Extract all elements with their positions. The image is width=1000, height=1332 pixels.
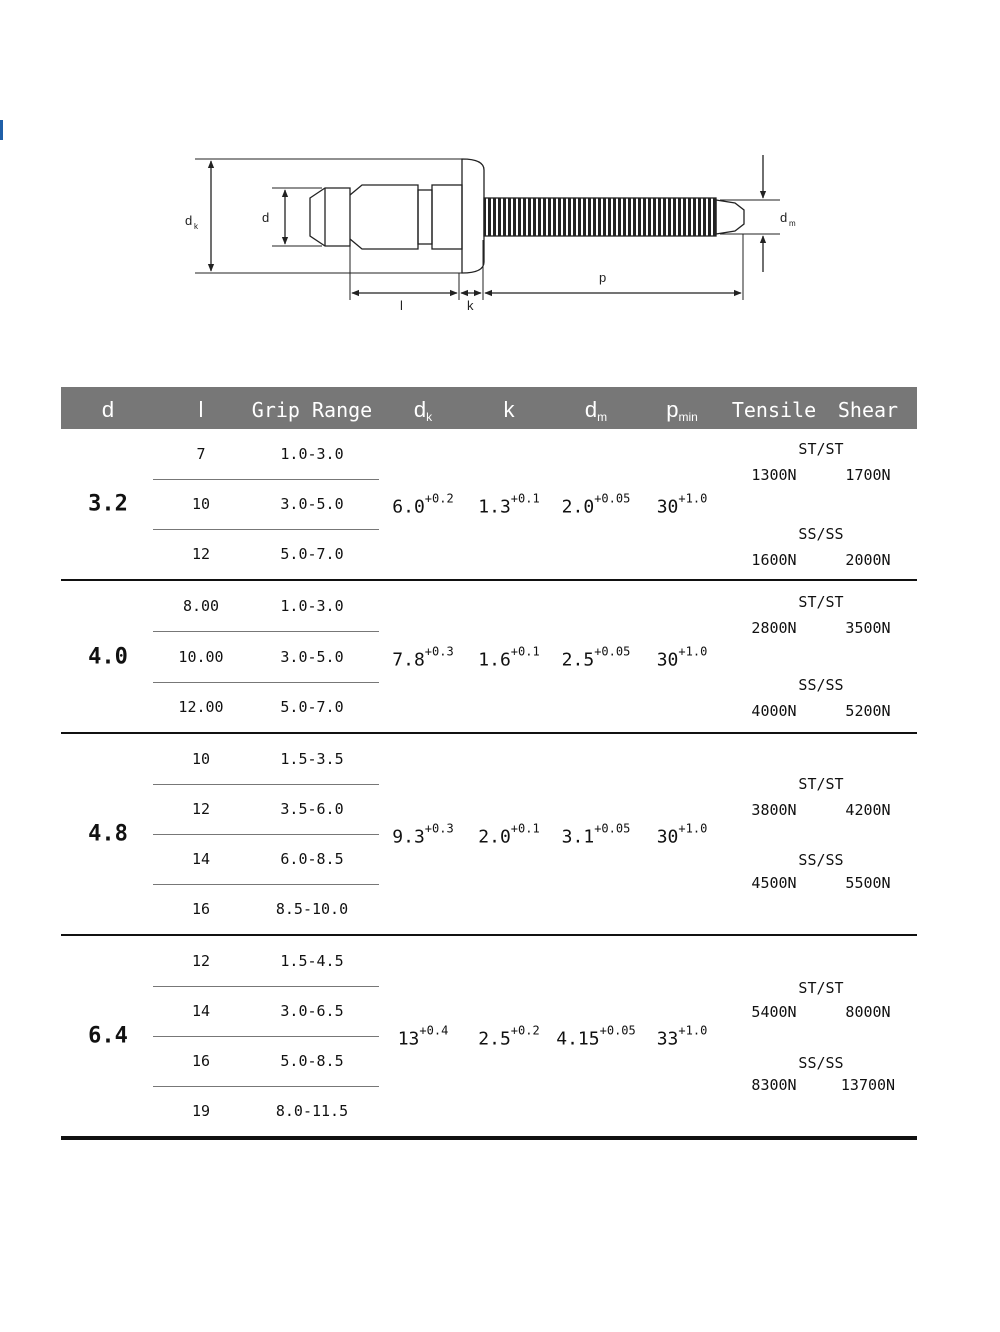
dm-tolerance: +0.05 [594, 821, 631, 836]
dm-value [556, 1023, 636, 1050]
l-value: 10.00 [178, 647, 224, 666]
p-label: p [599, 270, 607, 285]
header-dk: $d_k$ [413, 397, 433, 424]
row-divider [153, 631, 379, 632]
grip-range-value: 5.0-8.5 [280, 1052, 344, 1070]
l-value: 14 [191, 850, 211, 868]
dm-tolerance: +0.05 [599, 1023, 636, 1038]
dk-value [392, 821, 454, 848]
pmin-base: 30 [656, 649, 679, 670]
l-value: 16 [191, 900, 211, 918]
pmin-base: 33 [656, 1028, 679, 1050]
l-value: 14 [191, 1002, 211, 1020]
st-tensile-value: 3800N [751, 801, 797, 819]
st-st-label: ST/ST [798, 593, 844, 611]
header-tensile: Tensile [731, 398, 817, 422]
l-value: 12 [191, 952, 211, 970]
pmin-value [656, 1023, 708, 1050]
grip-range-value: 3.0-5.0 [280, 495, 344, 513]
l-label: l [400, 298, 403, 313]
header-l: l [198, 397, 204, 422]
table-header [61, 387, 917, 429]
grip-range-value: 1.0-3.0 [280, 597, 344, 616]
grip-range-value: 5.0-7.0 [280, 697, 344, 716]
row-divider [153, 682, 379, 683]
table-group [61, 936, 917, 1140]
k-tolerance: +0.1 [510, 491, 540, 506]
k-base: 1.3 [478, 496, 511, 518]
l-value: 16 [191, 1052, 211, 1070]
grip-range-value: 8.5-10.0 [275, 900, 349, 918]
dk-tolerance: +0.3 [424, 821, 454, 836]
grip-range-value: 3.0-6.5 [280, 1002, 344, 1020]
rivet-diagram [0, 0, 1000, 340]
st-shear-value: 4200N [845, 801, 891, 819]
k-tolerance: +0.1 [510, 821, 540, 836]
header-dm: $d_m$ [584, 397, 608, 424]
grip-range-value: 8.0-11.5 [275, 1102, 349, 1120]
ss-tensile-value: 4000N [751, 702, 797, 720]
dm-tolerance: +0.05 [594, 644, 631, 658]
l-value: 10 [191, 750, 211, 768]
dk-base: 13 [397, 1028, 420, 1050]
st-shear-value: 8000N [845, 1003, 891, 1021]
pmin-base: 30 [656, 496, 679, 518]
table-body [61, 429, 917, 1140]
dm-value [561, 821, 631, 848]
st-tensile-value: 1300N [751, 466, 797, 484]
d-value: 4.8 [88, 821, 128, 847]
dm-value [561, 491, 631, 518]
pmin-base: 30 [656, 826, 679, 848]
l-value: 8.00 [182, 597, 220, 616]
table-group [61, 734, 917, 936]
grip-range-value: 1.5-3.5 [280, 750, 344, 768]
dk-base: 9.3 [392, 826, 425, 848]
row-divider [153, 986, 379, 987]
l-value: 12 [191, 545, 211, 563]
k-tolerance: +0.1 [510, 644, 540, 658]
ss-ss-label: SS/SS [798, 676, 844, 694]
row-divider [153, 1036, 379, 1037]
dk-base: 7.8 [392, 649, 425, 670]
dm-base: 3.1 [561, 826, 595, 848]
st-tensile-value: 2800N [751, 619, 797, 637]
ss-shear-value: 5500N [845, 874, 891, 892]
l-value: 12 [191, 800, 211, 818]
d-value: 4.0 [88, 644, 128, 669]
k-value [478, 644, 540, 670]
ss-tensile-value: 4500N [751, 874, 797, 892]
st-shear-value: 1700N [845, 466, 891, 484]
pmin-tolerance: +1.0 [678, 644, 708, 658]
ss-ss-label: SS/SS [798, 1054, 844, 1072]
grip-range-value: 6.0-8.5 [280, 850, 344, 868]
l-value: 10 [191, 495, 211, 513]
row-divider [153, 479, 379, 480]
ss-shear-value: 2000N [845, 551, 891, 569]
pmin-value [656, 491, 708, 518]
dm-base: 2.0 [561, 496, 595, 518]
k-value [478, 491, 540, 518]
l-value: 19 [191, 1102, 211, 1120]
ss-shear-value: 13700N [840, 1076, 896, 1094]
table-group [61, 429, 917, 581]
dk-tolerance: +0.3 [424, 644, 454, 658]
d-value: 3.2 [88, 491, 128, 517]
k-value [478, 821, 540, 848]
dm-label: d [780, 210, 788, 225]
ss-shear-value: 5200N [845, 702, 891, 720]
dm-label-sub: m [789, 219, 796, 228]
row-divider [153, 884, 379, 885]
ss-ss-label: SS/SS [798, 525, 844, 543]
grip-range-value: 1.5-4.5 [280, 952, 344, 970]
table-group [61, 581, 917, 734]
spec-table [61, 387, 917, 1140]
pmin-tolerance: +1.0 [678, 491, 708, 506]
dm-tolerance: +0.05 [594, 491, 631, 506]
dm-base: 2.5 [561, 649, 595, 670]
dk-tolerance: +0.2 [424, 491, 454, 506]
l-value: 12.00 [178, 697, 224, 716]
row-divider [153, 834, 379, 835]
k-base: 1.6 [478, 649, 511, 670]
dk-label-sub: k [194, 222, 198, 231]
dk-tolerance: +0.4 [419, 1023, 449, 1038]
dk-label: d [185, 213, 193, 228]
dk-base: 6.0 [392, 496, 425, 518]
k-label: k [467, 298, 474, 313]
l-value: 7 [196, 445, 206, 463]
pmin-value [656, 821, 708, 848]
st-st-label: ST/ST [798, 775, 844, 793]
d-label: d [262, 210, 270, 225]
header-pmin: $p_{min}$ [666, 397, 698, 424]
row-divider [153, 529, 379, 530]
grip-range-value: 1.0-3.0 [280, 445, 344, 463]
k-value [478, 1023, 540, 1050]
header-shear: Shear [837, 398, 899, 422]
dk-value [392, 644, 454, 670]
grip-range-value: 3.5-6.0 [280, 800, 344, 818]
header-k: k [503, 397, 515, 422]
row-divider [153, 784, 379, 785]
row-divider [153, 1086, 379, 1087]
d-value: 6.4 [88, 1023, 128, 1049]
header-d: d [101, 397, 115, 422]
dk-value [397, 1023, 449, 1050]
dm-base: 4.15 [556, 1028, 600, 1050]
pmin-tolerance: +1.0 [678, 1023, 708, 1038]
pmin-value [656, 644, 708, 670]
header-grip-range: Grip Range [251, 398, 373, 422]
grip-range-value: 5.0-7.0 [280, 545, 344, 563]
k-base: 2.0 [478, 826, 511, 848]
st-shear-value: 3500N [845, 619, 891, 637]
k-tolerance: +0.2 [510, 1023, 540, 1038]
rivet-outline [195, 155, 780, 300]
ss-tensile-value: 8300N [751, 1076, 797, 1094]
dk-value [392, 491, 454, 518]
ss-tensile-value: 1600N [751, 551, 797, 569]
pmin-tolerance: +1.0 [678, 821, 708, 836]
ss-ss-label: SS/SS [798, 851, 844, 869]
dm-value [561, 644, 631, 670]
st-st-label: ST/ST [798, 979, 844, 997]
st-st-label: ST/ST [798, 440, 844, 458]
grip-range-value: 3.0-5.0 [280, 647, 344, 666]
k-base: 2.5 [478, 1028, 511, 1050]
st-tensile-value: 5400N [751, 1003, 797, 1021]
